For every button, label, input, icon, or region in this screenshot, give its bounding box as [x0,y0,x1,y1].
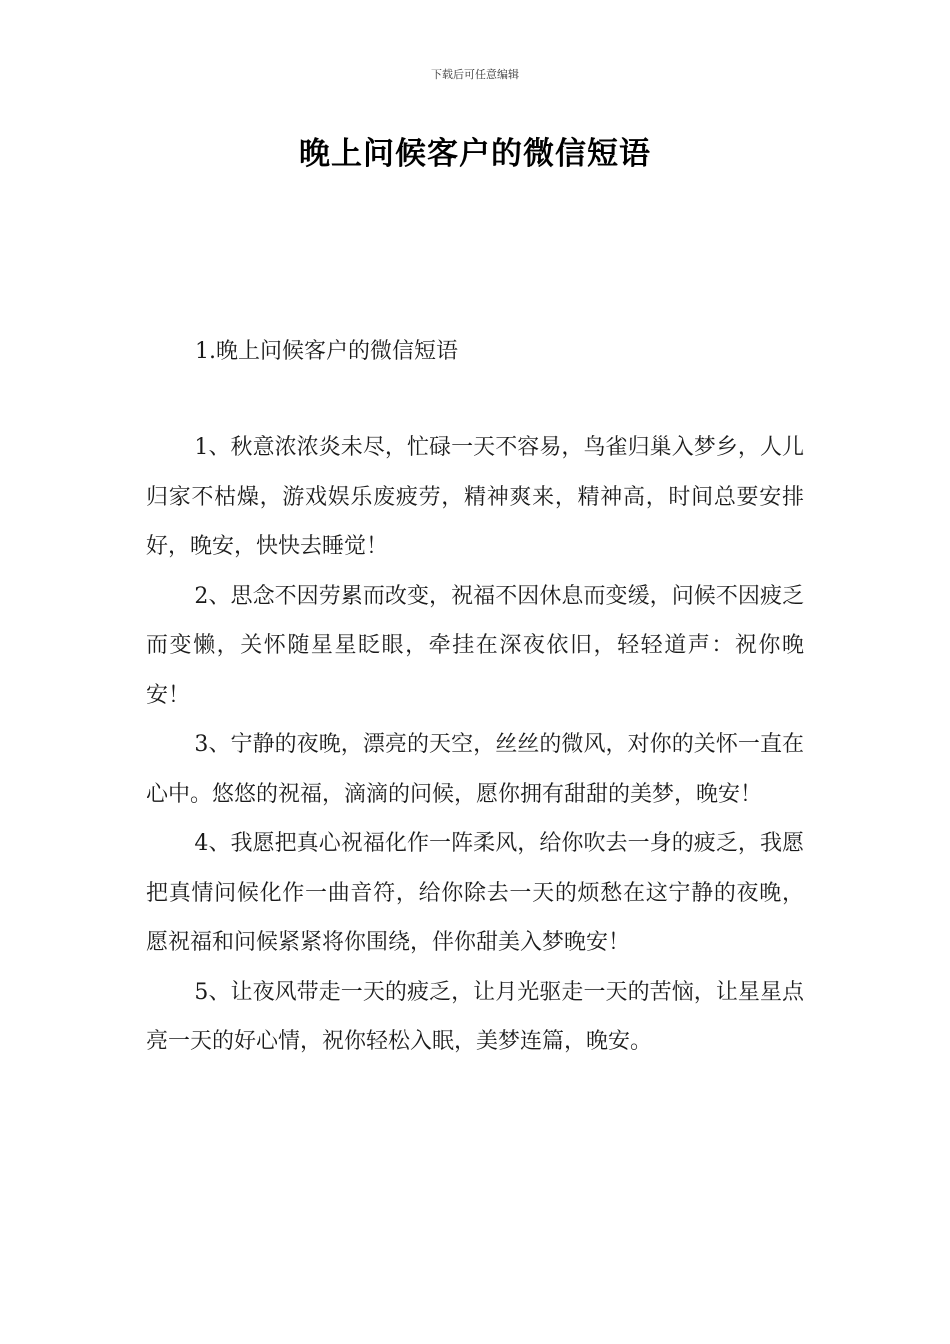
paragraph-2: 2、思念不因劳累而改变，祝福不因休息而变缓，问候不因疲乏而变懒，关怀随星星眨眼，牵挂在深夜依旧，轻轻道声：祝你晚安！ [146,583,804,708]
section-heading: 1.晚上问候客户的微信短语 [195,339,458,364]
paragraph-3: 3、宁静的夜晚，漂亮的天空，丝丝的微风，对你的关怀一直在心中。悠悠的祝福，滴滴的问候，愿你拥有甜甜的美梦，晚安！ [146,732,804,807]
header-note: 下载后可任意编辑 [431,68,519,81]
body-text [146,423,804,1067]
document-title: 晚上问候客户的微信短语 [299,136,651,172]
paragraph-4: 4、我愿把真心祝福化作一阵柔风，给你吹去一身的疲乏，我愿把真情问候化作一曲音符，给你除去一天的烦愁在这宁静的夜晚，愿祝福和问候紧紧将你围绕，伴你甜美入梦晚安！ [146,831,804,955]
paragraph-5: 5、让夜风带走一天的疲乏，让月光驱走一天的苦恼，让星星点亮一天的好心情，祝你轻松入眠，美梦连篇，晚安。 [146,979,804,1054]
paragraph-1: 1、秋意浓浓炎未尽，忙碌一天不容易，鸟雀归巢入梦乡，人儿归家不枯燥，游戏娱乐废疲劳，精神爽来，精神高，时间总要安排好，晚安，快快去睡觉！ [146,435,804,559]
